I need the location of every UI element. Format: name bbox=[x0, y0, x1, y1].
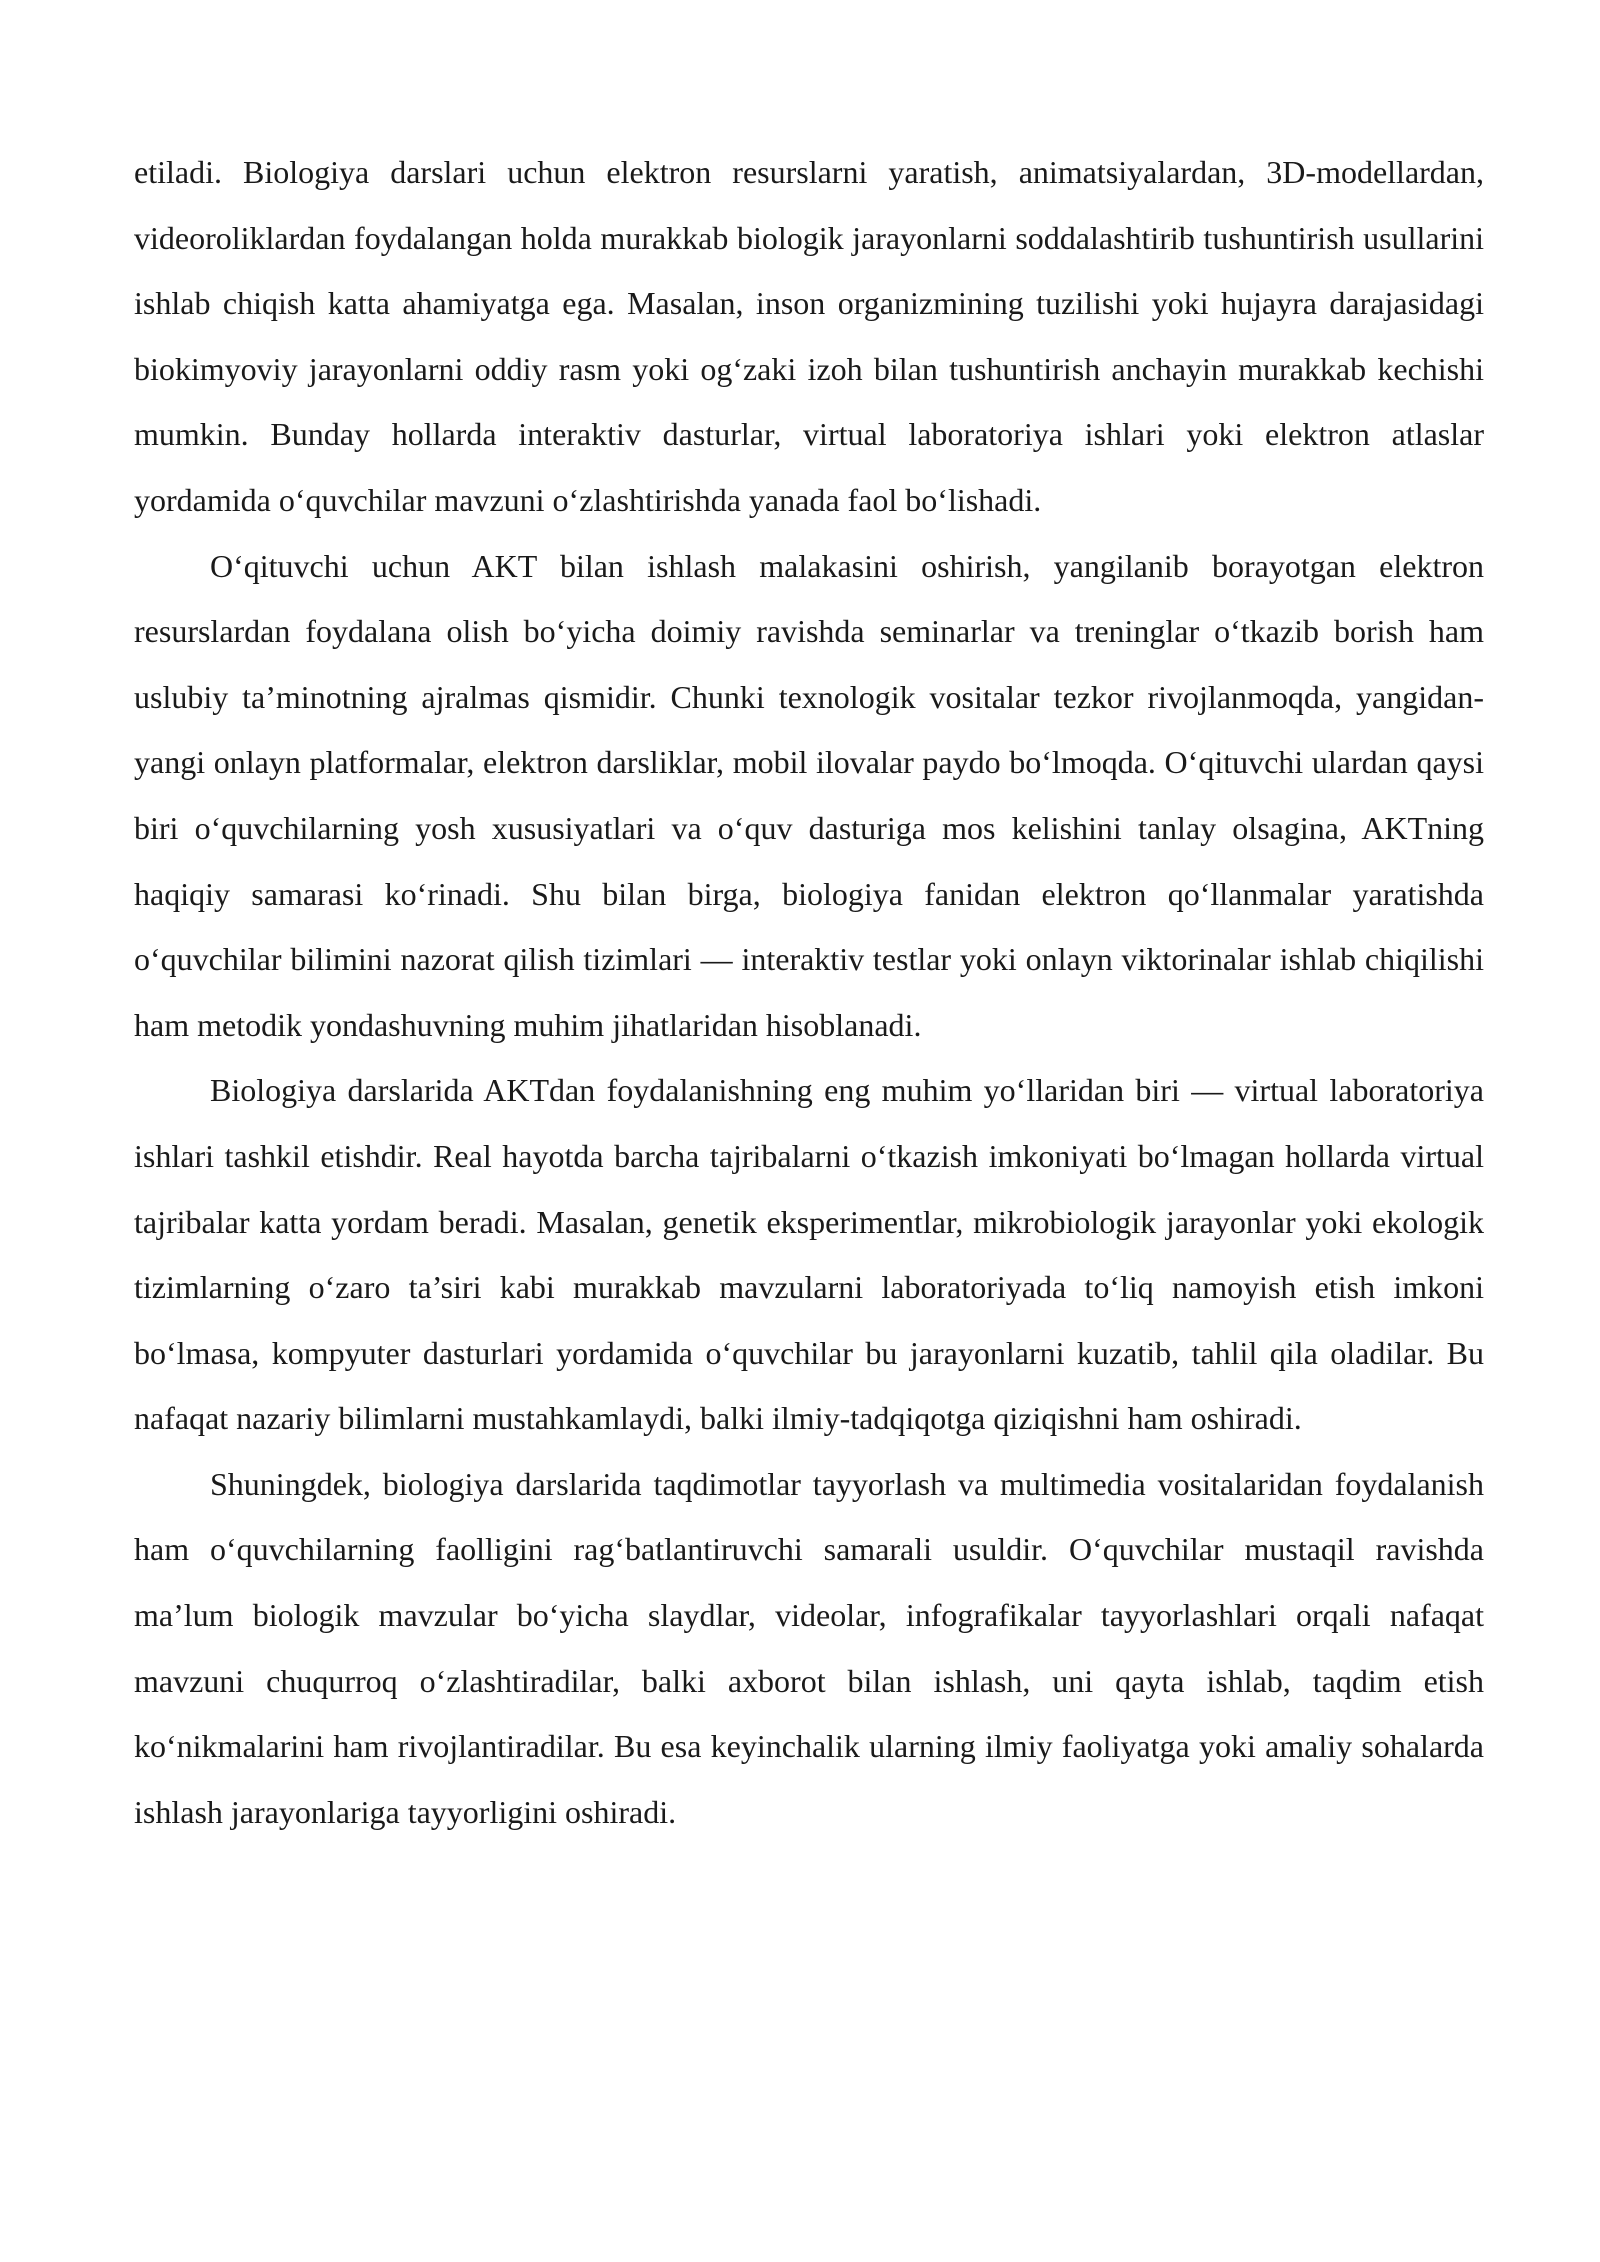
paragraph-2: O‘qituvchi uchun AKT bilan ishlash malakasini oshirish, yangilanib borayotgan elektron resurslardan foydalana olish bo‘yicha doimiy ravishda seminarlar va treninglar o‘tkazib borish ham uslubiy ta’minotning ajralmas qismidir. Chunki texnologik vositalar tezkor rivojlanmoqda, yangidan-yangi onlayn platformalar, elektron darsliklar, mobil ilovalar paydo bo‘lmoqda. O‘qituvchi ulardan qaysi biri o‘quvchilarning yosh xususiyatlari va o‘quv dasturiga mos kelishini tanlay olsagina, AKTning haqiqiy samarasi ko‘rinadi. Shu bilan birga, biologiya fanidan elektron qo‘llanmalar yaratishda o‘quvchilar bilimini nazorat qilish tizimlari — interaktiv testlar yoki onlayn viktorinalar ishlab chiqilishi ham metodik yondashuvning muhim jihatlaridan hisoblanadi. bbox=[134, 547, 1484, 1043]
paragraph-3: Biologiya darslarida AKTdan foydalanishning eng muhim yo‘llaridan biri — virtual laboratoriya ishlari tashkil etishdir. Real hayotda barcha tajribalarni o‘tkazish imkoniyati bo‘lmagan hollarda virtual tajribalar katta yordam beradi. Masalan, genetik eksperimentlar, mikrobiologik jarayonlar yoki ekologik tizimlarning o‘zaro ta’siri kabi murakkab mavzularni laboratoriyada to‘liq namoyish etish imkoni bo‘lmasa, kompyuter dasturlari yordamida o‘quvchilar bu jarayonlarni kuzatib, tahlil qila oladilar. Bu nafaqat nazariy bilimlarni mustahkamlaydi, balki ilmiy-tadqiqotga qiziqishni ham oshiradi. bbox=[134, 1072, 1484, 1437]
paragraph-1: etiladi. Biologiya darslari uchun elektron resurslarni yaratish, animatsiyalardan, 3D-modellardan, videoroliklardan foydalangan holda murakkab biologik jarayonlarni soddalashtirib tushuntirish usullarini ishlab chiqish katta ahamiyatga ega. Masalan, inson organizmining tuzilishi yoki hujayra darajasidagi biokimyoviy jarayonlarni oddiy rasm yoki og‘zaki izoh bilan tushuntirish anchayin murakkab kechishi mumkin. Bunday hollarda interaktiv dasturlar, virtual laboratoriya ishlari yoki elektron atlaslar yordamida o‘quvchilar mavzuni o‘zlashtirishda yanada faol bo‘lishadi. bbox=[134, 154, 1484, 518]
document-body bbox=[134, 140, 1484, 1845]
paragraph-4: Shuningdek, biologiya darslarida taqdimotlar tayyorlash va multimedia vositalaridan foydalanish ham o‘quvchilarning faolligini rag‘batlantiruvchi samarali usuldir. O‘quvchilar mustaqil ravishda ma’lum biologik mavzular bo‘yicha slaydlar, videolar, infografikalar tayyorlashlari orqali nafaqat mavzuni chuqurroq o‘zlashtiradilar, balki axborot bilan ishlash, uni qayta ishlab, taqdim etish ko‘nikmalarini ham rivojlantiradilar. Bu esa keyinchalik ularning ilmiy faoliyatga yoki amaliy sohalarda ishlash jarayonlariga tayyorligini oshiradi. bbox=[134, 1465, 1484, 1830]
